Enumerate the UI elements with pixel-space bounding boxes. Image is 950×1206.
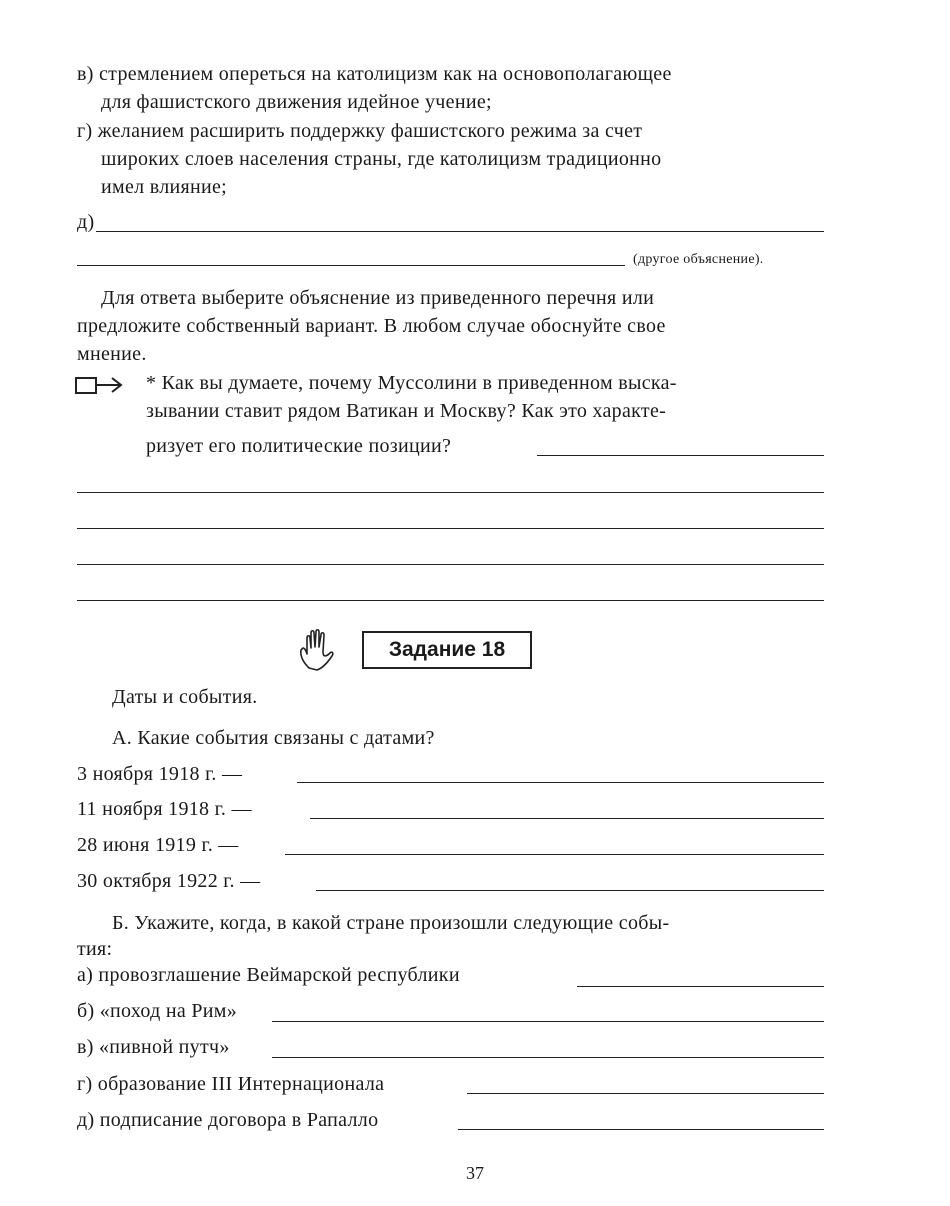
- answer-line-event[interactable]: [458, 1129, 824, 1130]
- answer-line-question-2[interactable]: [77, 492, 824, 493]
- question-line-1: * Как вы думаете, почему Муссолини в приведенном выска-: [146, 372, 677, 394]
- answer-line-question-1[interactable]: [537, 455, 824, 456]
- answer-line-date[interactable]: [285, 854, 824, 855]
- task-subtitle: Даты и события.: [112, 686, 258, 708]
- page-number: 37: [466, 1163, 484, 1183]
- answer-line-event[interactable]: [577, 986, 824, 987]
- instruction-line-2: предложите собственный вариант. В любом случае обоснуйте свое: [77, 315, 666, 337]
- event-item: б) «поход на Рим»: [77, 1000, 238, 1022]
- option-g-line-3: имел влияние;: [101, 176, 228, 198]
- hand-icon: [297, 628, 337, 672]
- answer-line-date[interactable]: [310, 818, 824, 819]
- date-label: 30 октября 1922 г. —: [77, 870, 261, 892]
- answer-line-date[interactable]: [316, 890, 824, 891]
- date-label: 28 июня 1919 г. —: [77, 834, 239, 856]
- task-title: Задание 18: [362, 631, 532, 669]
- part-b-heading-line-2: тия:: [77, 938, 113, 960]
- date-label: 3 ноября 1918 г. —: [77, 763, 243, 785]
- event-item: в) «пивной путч»: [77, 1036, 230, 1058]
- part-a-heading: А. Какие события связаны с датами?: [112, 727, 435, 749]
- instruction-line-3: мнение.: [77, 343, 147, 365]
- answer-line-event[interactable]: [272, 1057, 824, 1058]
- answer-line-event[interactable]: [272, 1021, 824, 1022]
- answer-line-event[interactable]: [467, 1093, 824, 1094]
- question-line-3: ризует его политические позиции?: [146, 435, 452, 457]
- answer-line-other-explanation[interactable]: [77, 265, 625, 266]
- other-explanation-note: (другое объяснение).: [633, 252, 764, 267]
- option-d-label: д): [77, 211, 95, 233]
- arrow-pointer-icon: [74, 374, 128, 396]
- answer-line-question-3[interactable]: [77, 528, 824, 529]
- answer-line-question-5[interactable]: [77, 600, 824, 601]
- option-g-line-2: широких слоев населения страны, где католицизм традиционно: [101, 148, 662, 170]
- date-label: 11 ноября 1918 г. —: [77, 798, 252, 820]
- answer-line-date[interactable]: [297, 782, 824, 783]
- option-g-line-1: г) желанием расширить поддержку фашистского режима за счет: [77, 120, 643, 142]
- part-b-heading-line-1: Б. Укажите, когда, в какой стране произошли следующие собы-: [112, 912, 670, 934]
- answer-line-option-d[interactable]: [96, 231, 824, 232]
- event-item: г) образование III Интернационала: [77, 1073, 385, 1095]
- answer-line-question-4[interactable]: [77, 564, 824, 565]
- instruction-line-1: Для ответа выберите объяснение из приведенного перечня или: [101, 287, 655, 309]
- question-line-2: зывании ставит рядом Ватикан и Москву? Как это характе-: [146, 400, 667, 422]
- event-item: а) провозглашение Веймарской республики: [77, 964, 460, 986]
- event-item: д) подписание договора в Рапалло: [77, 1109, 379, 1131]
- option-v-line-2: для фашистского движения идейное учение;: [101, 91, 492, 113]
- option-v-line-1: в) стремлением опереться на католицизм как на основополагающее: [77, 63, 672, 85]
